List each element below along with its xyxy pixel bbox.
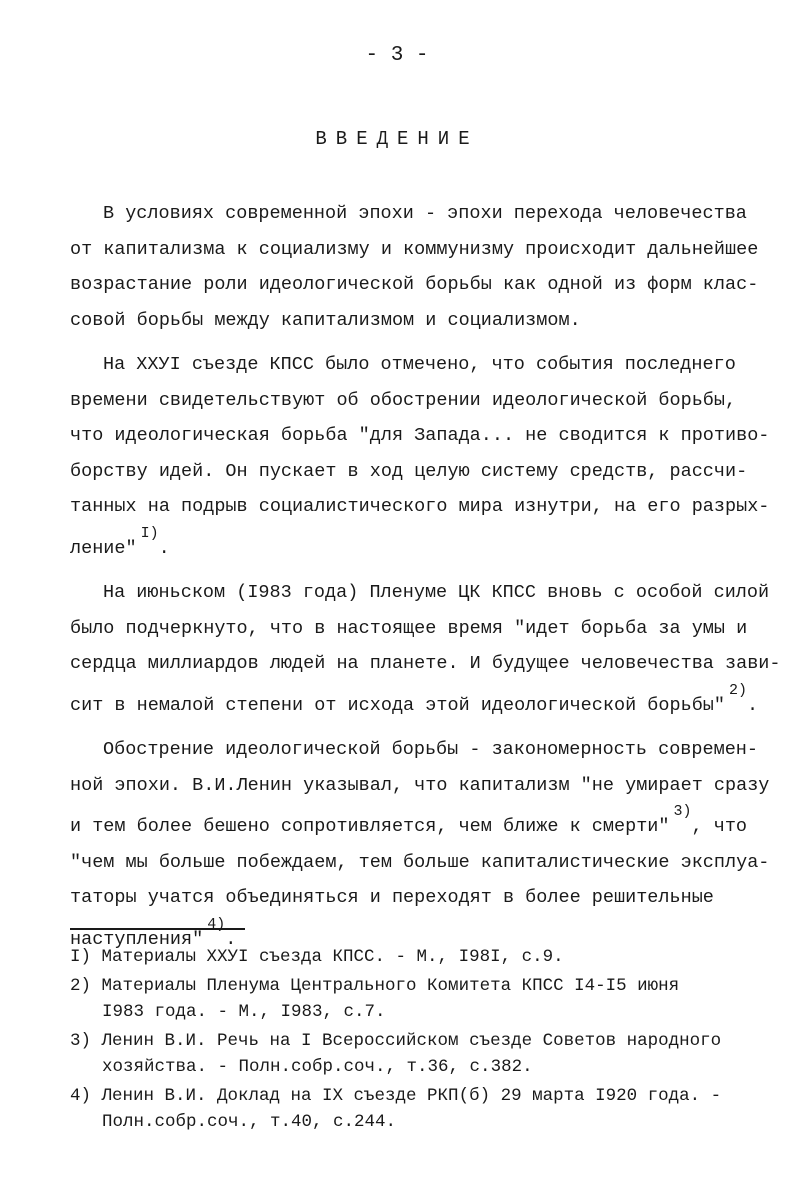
footnote-4	[70, 1083, 760, 1136]
footnote-ref-1: I)	[140, 524, 159, 542]
footnote-line: хозяйства. - Полн.собр.соч., т.36, с.382.	[102, 1057, 533, 1077]
footnote-ref-3: 3)	[673, 803, 692, 821]
footnote-ref-2: 2)	[729, 681, 748, 699]
text-line: На июньском (I983 года) Пленуме ЦК КПСС вновь с особой силой	[103, 582, 770, 604]
line-text: и тем более бешено сопротивляется, чем ближе к смерти"	[70, 816, 670, 838]
page-number: - 3 -	[365, 44, 429, 67]
footnotes	[70, 944, 760, 1138]
text-line: было подчеркнуто, что в настоящее время "идет борьба за умы и	[70, 617, 748, 639]
footnote-line: I) Материалы ХХУI съезда КПСС. - М., I98I, с.9.	[70, 947, 564, 967]
footnote-ref-4: 4)	[207, 915, 226, 933]
text-line: от капитализма к социализму и коммунизму происходит дальнейшее	[70, 238, 759, 260]
text-line: В условиях современной эпохи - эпохи перехода человечества	[103, 203, 747, 224]
paragraph-1	[70, 196, 760, 338]
text-line: что идеологическая борьба "для Запада... не сводится к противо-	[70, 425, 770, 446]
sentence-end: .	[158, 537, 170, 559]
text-line: На ХХУI съезде КПСС было отмечено, что события последнего	[103, 354, 736, 375]
paragraph-2	[70, 347, 770, 566]
text-line: танных на подрыв социалистического мира изнутри, на его разрых-	[70, 496, 770, 517]
footnote-3	[70, 1028, 760, 1081]
text-line	[70, 525, 760, 567]
footnote-1	[70, 944, 760, 971]
footnote-line: Полн.собр.соч., т.40, с.244.	[102, 1112, 397, 1132]
footnote-line: 4) Ленин В.И. Доклад на IX съезде РКП(б) 29 марта I920 года. -	[70, 1085, 722, 1106]
footnote-divider	[70, 928, 245, 930]
text-line: совой борьбы между капитализмом и социализмом.	[70, 309, 581, 331]
text-line: возрастание роли идеологической борьбы как одной из форм клас-	[70, 274, 759, 295]
text-line: борству идей. Он пускает в ход целую систему средств, рассчи-	[70, 460, 748, 482]
text-line: "чем мы больше побеждаем, тем больше капиталистические эксплуа-	[70, 851, 770, 873]
footnote-line: I983 года. - М., I983, с.7.	[102, 1002, 386, 1022]
text-line: Обострение идеологической борьбы - закономерность современ-	[103, 739, 759, 761]
text-line: сердца миллиардов людей на планете. И будущее человечества зави-	[70, 653, 781, 675]
paragraph-3	[70, 575, 781, 723]
page-title: ВВЕДЕНИЕ	[315, 128, 479, 150]
line-text: , что	[691, 816, 748, 838]
line-text: наступления"	[70, 929, 204, 951]
main-text	[70, 196, 781, 967]
footnote-line: 2) Материалы Пленума Центрального Комитета КПСС I4-I5 июня	[70, 975, 680, 996]
footnote-2	[70, 973, 760, 1026]
text-line	[70, 803, 760, 845]
line-text: ление"	[70, 537, 137, 559]
sentence-end: .	[747, 694, 759, 716]
text-line: ной эпохи. В.И.Ленин указывал, что капитализм "не умирает сразу	[70, 774, 770, 796]
sentence-end: .	[225, 929, 237, 951]
line-text: сит в немалой степени от исхода этой идеологической борьбы"	[70, 694, 726, 716]
paragraph-4	[70, 732, 770, 957]
footnote-line: 3) Ленин В.И. Речь на I Всероссийском съезде Советов народного	[70, 1030, 722, 1051]
text-line	[70, 682, 760, 724]
text-line: таторы учатся объединяться и переходят в более решительные	[70, 887, 714, 909]
text-line: времени свидетельствуют об обострении идеологической борьбы,	[70, 389, 737, 411]
